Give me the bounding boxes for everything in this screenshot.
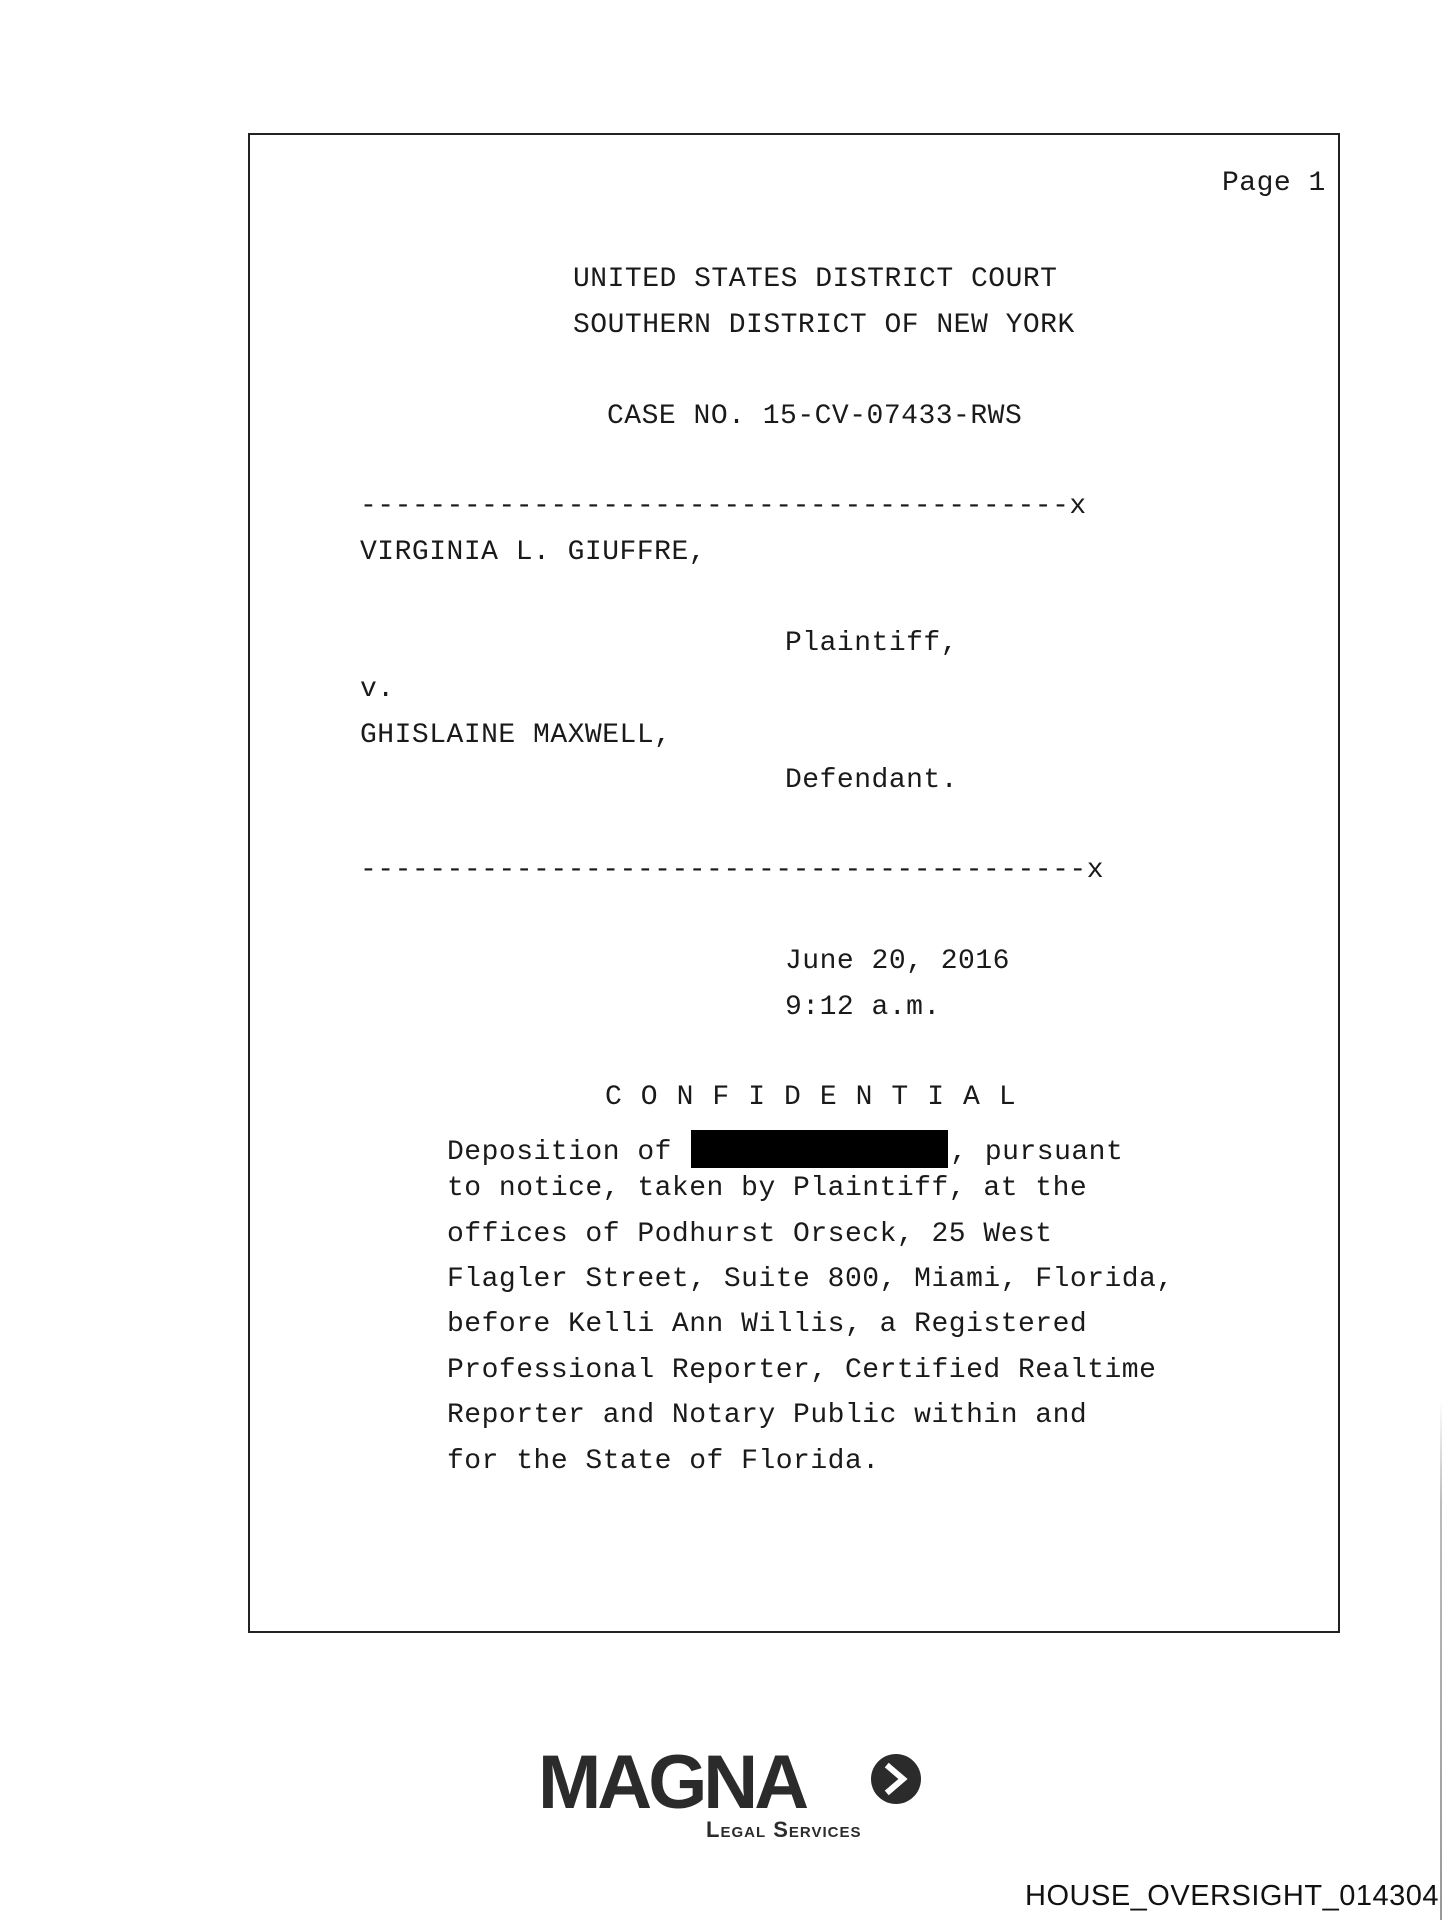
magna-logo-wordmark: MAGNA <box>538 1740 806 1825</box>
deposition-line-2: to notice, taken by Plaintiff, at the <box>447 1173 1088 1204</box>
bates-stamp: HOUSE_OVERSIGHT_014304 <box>1025 1880 1439 1912</box>
deposition-line-1 <box>447 1130 1123 1168</box>
deposition-line-5: before Kelli Ann Willis, a Registered <box>447 1309 1088 1340</box>
confidential-heading: CONFIDENTIAL <box>605 1082 1035 1113</box>
plaintiff-role: Plaintiff, <box>785 628 959 659</box>
deposition-line-8: for the State of Florida. <box>447 1446 880 1477</box>
court-name: UNITED STATES DISTRICT COURT <box>573 264 1058 295</box>
defendant-role: Defendant. <box>785 765 959 796</box>
page-number: Page 1 <box>1222 168 1326 199</box>
deposition-time: 9:12 a.m. <box>785 992 941 1023</box>
magna-logo-subtitle: Legal Services <box>706 1817 862 1842</box>
scan-edge-line <box>1440 1400 1442 1920</box>
deposition-line-7: Reporter and Notary Public within and <box>447 1400 1088 1431</box>
deposition-of-label: Deposition of <box>447 1137 672 1168</box>
chevron-right-circle-icon <box>870 1753 922 1805</box>
deposition-line-3: offices of Podhurst Orseck, 25 West <box>447 1219 1053 1250</box>
deposition-line-6: Professional Reporter, Certified Realtime <box>447 1355 1157 1386</box>
pursuant-text: , pursuant <box>950 1137 1124 1168</box>
deposition-date: June 20, 2016 <box>785 946 1010 977</box>
court-district: SOUTHERN DISTRICT OF NEW YORK <box>573 310 1075 341</box>
caption-divider-top: -----------------------------------------x <box>360 491 1087 522</box>
deposition-line-4: Flagler Street, Suite 800, Miami, Florida, <box>447 1264 1174 1295</box>
redaction-block <box>691 1130 948 1168</box>
case-number: CASE NO. 15-CV-07433-RWS <box>607 401 1023 432</box>
versus: v. <box>360 674 395 705</box>
caption-divider-bottom: ------------------------------------------x <box>360 855 1105 886</box>
magna-logo <box>538 1740 938 1845</box>
plaintiff-name: VIRGINIA L. GIUFFRE, <box>360 537 707 568</box>
defendant-name: GHISLAINE MAXWELL, <box>360 720 672 751</box>
